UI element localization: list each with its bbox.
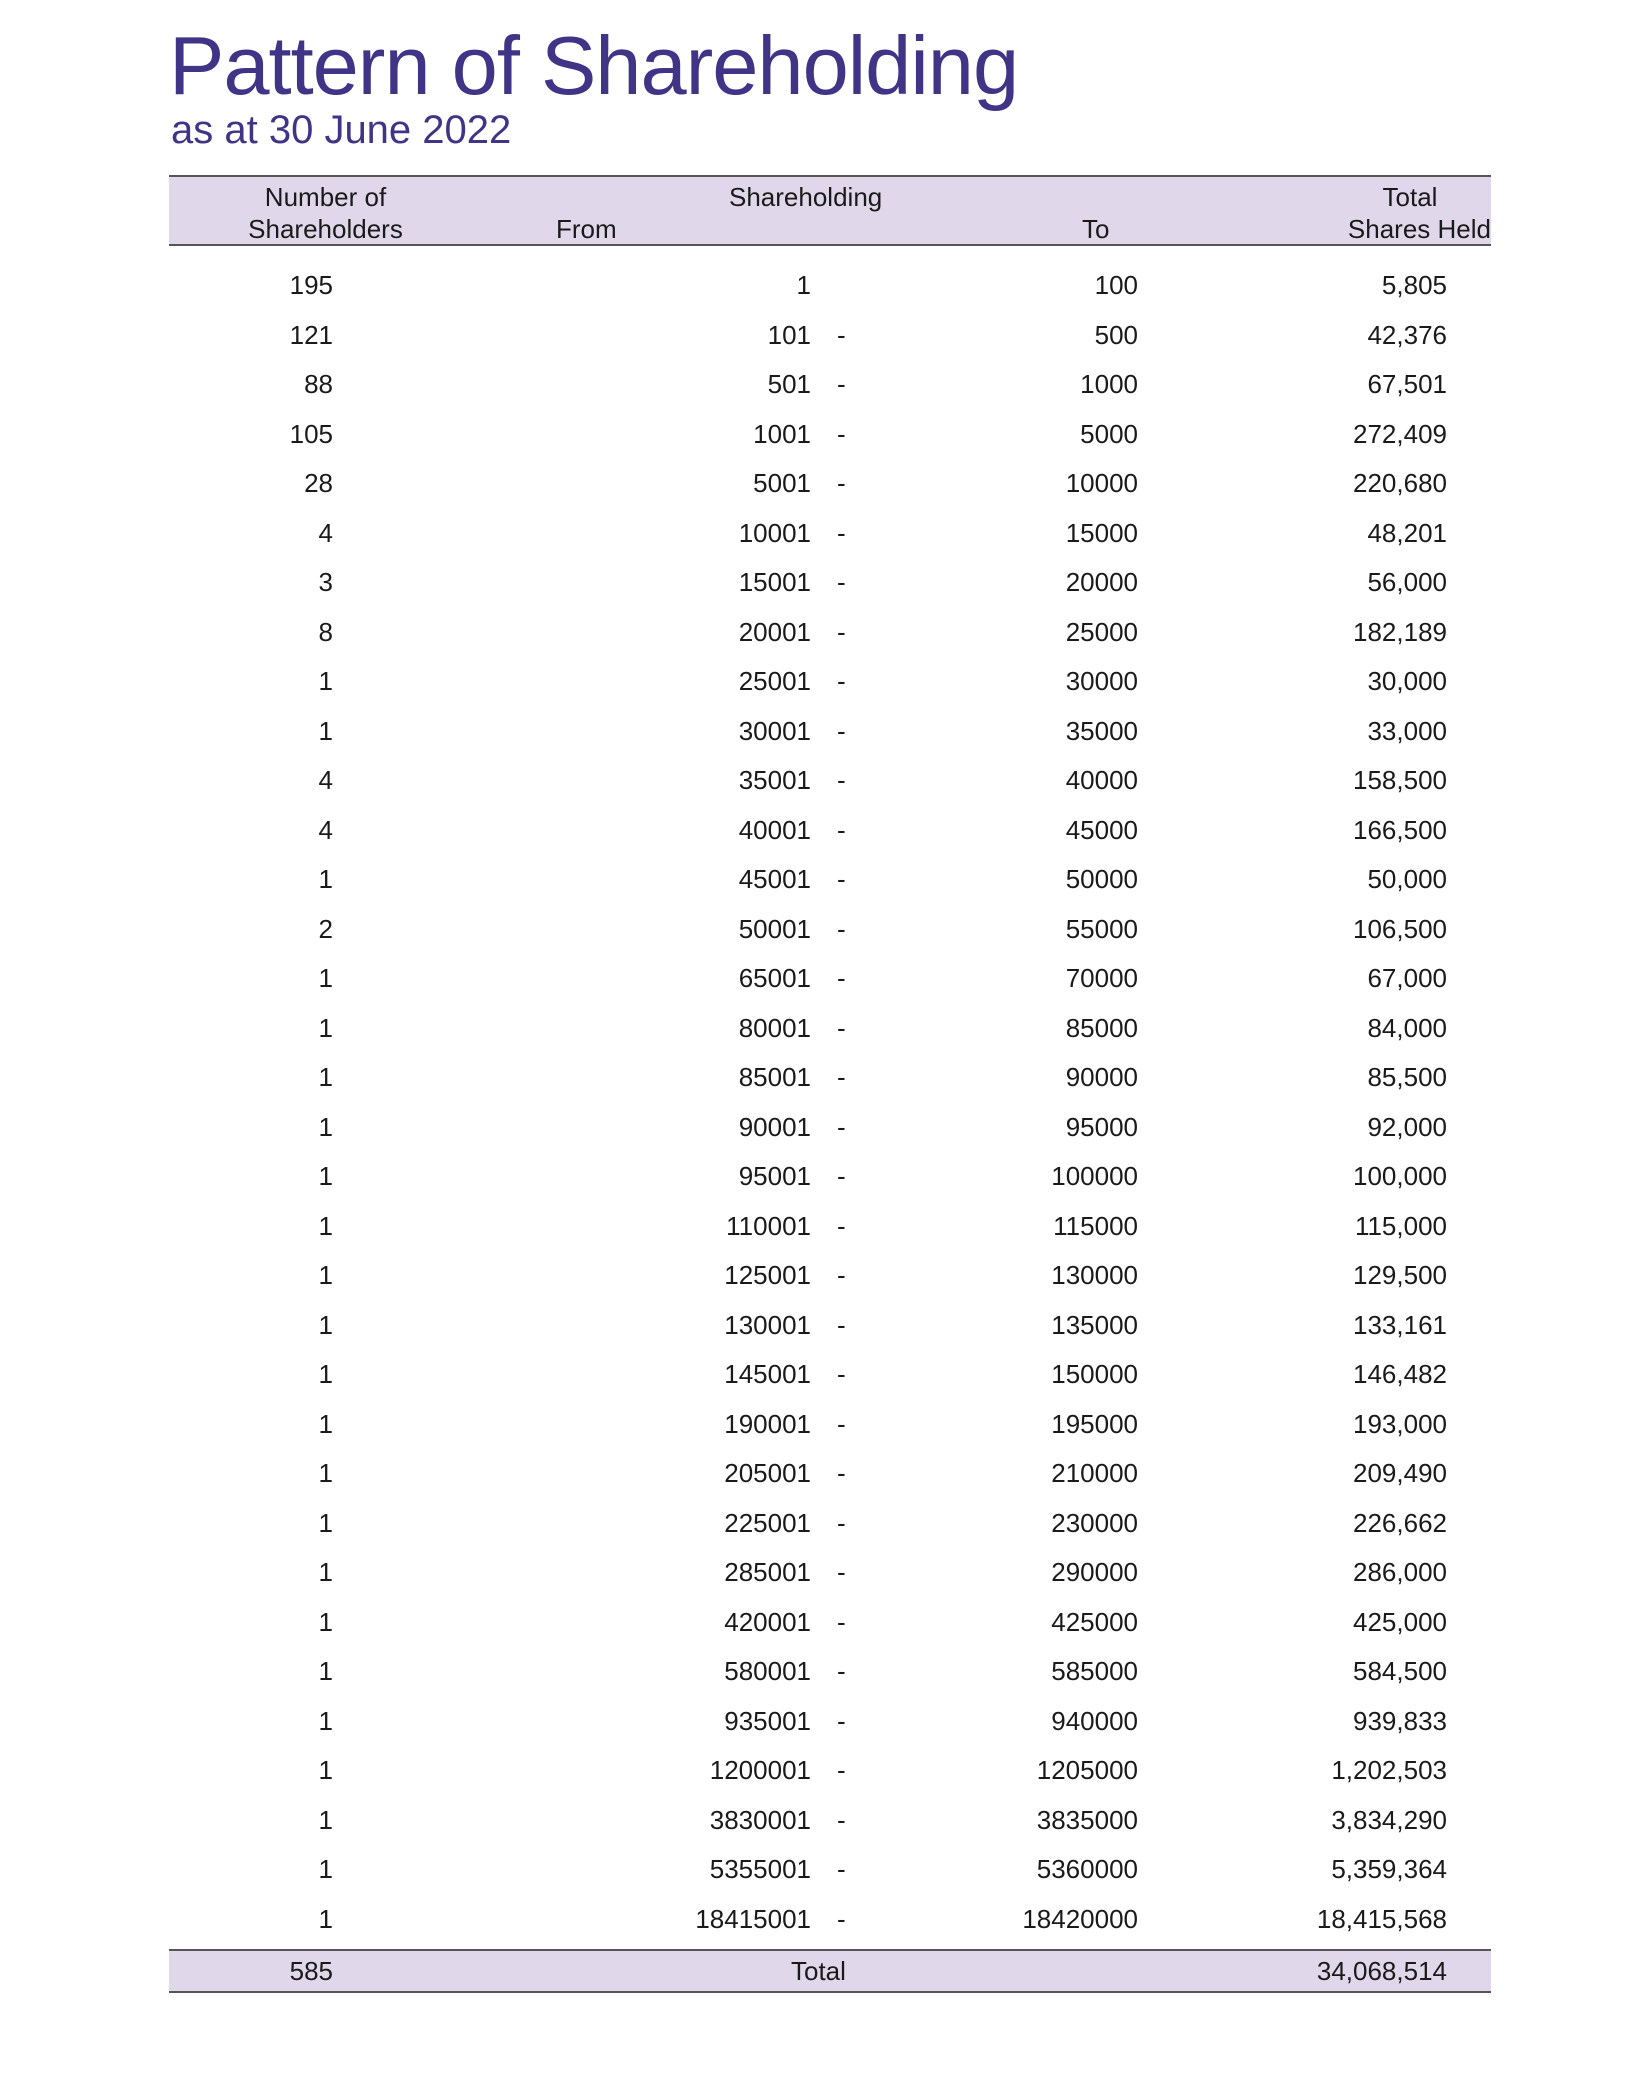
table-row [169, 906, 1491, 956]
cell-to: 50000 [1065, 864, 1138, 894]
cell-number: 8 [318, 616, 333, 647]
cell-from: 580001 [724, 1656, 811, 1686]
table-row [169, 708, 1491, 758]
cell-separator: - [837, 418, 846, 449]
cell-to: 940000 [1051, 1705, 1138, 1736]
cell-total: 67,501 [1367, 369, 1447, 399]
cell-separator: - [837, 1260, 846, 1290]
cell-total: 100,000 [1353, 1161, 1447, 1191]
cell-number: 28 [304, 468, 333, 498]
cell-from: 145001 [724, 1359, 811, 1389]
header-to: To [1082, 214, 1110, 244]
cell-total: 220,680 [1353, 468, 1447, 498]
header-number-line2: Shareholders [248, 214, 403, 244]
table-row [169, 559, 1491, 609]
cell-number: 1 [318, 715, 333, 746]
cell-to: 100 [1094, 270, 1138, 300]
header-total-line1: Total [1382, 182, 1438, 212]
cell-separator: - [837, 1804, 846, 1835]
cell-separator: - [837, 864, 846, 894]
cell-total: 48,201 [1367, 517, 1447, 548]
cell-from: 935001 [724, 1705, 811, 1736]
cell-total: 425,000 [1353, 1606, 1447, 1637]
cell-separator: - [837, 1359, 846, 1389]
cell-number: 1 [318, 1606, 333, 1637]
cell-from: 130001 [724, 1309, 811, 1340]
footer-label: Total [791, 1956, 846, 1986]
cell-separator: - [837, 1062, 846, 1092]
cell-total: 226,662 [1353, 1507, 1447, 1538]
cell-to: 210000 [1051, 1458, 1138, 1488]
table-row [169, 658, 1491, 708]
cell-total: 115,000 [1354, 1210, 1447, 1241]
table-row [169, 1203, 1491, 1253]
shareholding-table [169, 175, 1491, 1993]
cell-total: 50,000 [1367, 864, 1447, 894]
cell-total: 106,500 [1353, 913, 1447, 944]
cell-from: 40001 [738, 814, 811, 845]
cell-to: 500 [1094, 319, 1138, 350]
cell-number: 1 [318, 1854, 333, 1884]
cell-number: 1 [318, 1755, 333, 1785]
cell-from: 20001 [738, 616, 811, 647]
cell-separator: - [837, 1012, 846, 1043]
cell-number: 1 [318, 1458, 333, 1488]
cell-from: 125001 [724, 1260, 811, 1290]
cell-total: 30,000 [1367, 666, 1447, 696]
cell-separator: - [837, 1507, 846, 1538]
cell-to: 230000 [1051, 1507, 1138, 1538]
cell-separator: - [837, 1309, 846, 1340]
cell-number: 1 [318, 666, 333, 696]
cell-from: 35001 [738, 765, 811, 795]
cell-separator: - [837, 1458, 846, 1488]
cell-total: 286,000 [1353, 1557, 1447, 1587]
cell-total: 182,189 [1353, 616, 1447, 647]
cell-to: 585000 [1051, 1656, 1138, 1686]
table-body [169, 262, 1491, 1945]
table-row [169, 1599, 1491, 1649]
cell-total: 67,000 [1367, 963, 1447, 993]
cell-total: 3,834,290 [1331, 1804, 1447, 1835]
cell-to: 425000 [1051, 1606, 1138, 1637]
page-title: Pattern of Shareholding [169, 19, 1019, 112]
cell-number: 3 [318, 567, 333, 597]
cell-to: 1000 [1080, 369, 1138, 399]
cell-total: 42,376 [1367, 319, 1447, 350]
cell-from: 90001 [738, 1111, 811, 1142]
header-shareholding: Shareholding [729, 182, 883, 212]
table-row [169, 1005, 1491, 1055]
cell-to: 135000 [1051, 1309, 1138, 1340]
cell-total: 209,490 [1353, 1458, 1447, 1488]
header-total-line2: Shares Held [1347, 214, 1491, 244]
cell-to: 95000 [1065, 1111, 1138, 1142]
cell-number: 121 [289, 319, 333, 350]
cell-from: 30001 [738, 715, 811, 746]
cell-to: 290000 [1051, 1557, 1138, 1587]
table-row [169, 757, 1491, 807]
table-row [169, 1747, 1491, 1797]
cell-number: 1 [318, 1062, 333, 1092]
cell-number: 1 [318, 1557, 333, 1587]
cell-number: 1 [318, 1210, 333, 1241]
cell-total: 56,000 [1367, 567, 1447, 597]
cell-separator: - [837, 715, 846, 746]
header-from: From [556, 214, 617, 244]
cell-to: 15000 [1065, 517, 1138, 548]
cell-to: 45000 [1065, 814, 1138, 845]
table-row [169, 312, 1491, 362]
cell-total: 584,500 [1353, 1656, 1447, 1686]
cell-number: 1 [318, 1804, 333, 1835]
cell-separator: - [837, 1903, 846, 1934]
cell-to: 1205000 [1036, 1755, 1138, 1785]
table-row [169, 262, 1491, 312]
cell-total: 1,202,503 [1331, 1755, 1447, 1785]
cell-total: 158,500 [1353, 765, 1447, 795]
cell-to: 195000 [1051, 1408, 1138, 1439]
cell-to: 130000 [1051, 1260, 1138, 1290]
cell-total: 5,805 [1381, 270, 1447, 300]
cell-number: 1 [318, 864, 333, 894]
footer-number: 585 [289, 1956, 333, 1986]
cell-total: 5,359,364 [1331, 1854, 1447, 1884]
cell-separator: - [837, 517, 846, 548]
cell-from: 110001 [726, 1210, 811, 1241]
cell-to: 18420000 [1022, 1903, 1138, 1934]
cell-from: 80001 [738, 1012, 811, 1043]
cell-total: 939,833 [1353, 1705, 1447, 1736]
cell-number: 1 [318, 1161, 333, 1191]
cell-number: 1 [318, 1705, 333, 1736]
table-row [169, 955, 1491, 1005]
table-row [169, 807, 1491, 857]
cell-separator: - [837, 1210, 846, 1241]
table-row [169, 1054, 1491, 1104]
cell-number: 88 [304, 369, 333, 399]
cell-separator: - [837, 1408, 846, 1439]
cell-number: 1 [318, 1408, 333, 1439]
cell-separator: - [837, 1606, 846, 1637]
cell-number: 1 [318, 1359, 333, 1389]
table-row [169, 1302, 1491, 1352]
cell-separator: - [837, 468, 846, 498]
cell-to: 100000 [1051, 1161, 1138, 1191]
table-row [169, 1252, 1491, 1302]
cell-from: 10001 [738, 517, 811, 548]
cell-number: 1 [318, 1507, 333, 1538]
table-row [169, 856, 1491, 906]
table-row [169, 1500, 1491, 1550]
cell-to: 25000 [1065, 616, 1138, 647]
cell-number: 105 [289, 418, 333, 449]
cell-to: 3835000 [1036, 1804, 1138, 1835]
cell-to: 5000 [1080, 418, 1138, 449]
cell-separator: - [837, 913, 846, 944]
cell-from: 205001 [724, 1458, 811, 1488]
cell-total: 84,000 [1367, 1012, 1447, 1043]
cell-total: 166,500 [1353, 814, 1447, 845]
cell-separator: - [837, 963, 846, 993]
cell-separator: - [837, 1656, 846, 1686]
cell-to: 115000 [1053, 1210, 1138, 1241]
table-header [169, 175, 1491, 246]
table-row [169, 510, 1491, 560]
cell-separator: - [837, 1705, 846, 1736]
cell-separator: - [837, 814, 846, 845]
cell-separator: - [837, 319, 846, 350]
cell-number: 1 [318, 1903, 333, 1934]
cell-from: 18415001 [695, 1903, 811, 1934]
cell-to: 85000 [1065, 1012, 1138, 1043]
cell-to: 5360000 [1036, 1854, 1138, 1884]
table-row [169, 1401, 1491, 1451]
cell-from: 1 [796, 270, 811, 300]
cell-from: 420001 [724, 1606, 811, 1637]
cell-number: 4 [318, 517, 333, 548]
table-row [169, 1846, 1491, 1896]
cell-to: 40000 [1065, 765, 1138, 795]
page-subtitle: as at 30 June 2022 [171, 108, 512, 152]
table-row [169, 361, 1491, 411]
cell-number: 1 [318, 1656, 333, 1686]
table-row [169, 411, 1491, 461]
table-row [169, 1104, 1491, 1154]
header-number-line1: Number of [264, 182, 387, 212]
cell-total: 133,161 [1353, 1309, 1447, 1340]
table-row [169, 1896, 1491, 1946]
table-row [169, 1797, 1491, 1847]
cell-from: 1200001 [709, 1755, 811, 1785]
footer-total: 34,068,514 [1316, 1956, 1447, 1986]
cell-total: 85,500 [1367, 1062, 1447, 1092]
cell-number: 1 [318, 1260, 333, 1290]
table-row [169, 1351, 1491, 1401]
cell-to: 70000 [1065, 963, 1138, 993]
cell-separator: - [837, 1161, 846, 1191]
cell-separator: - [837, 1854, 846, 1884]
table-row [169, 1549, 1491, 1599]
cell-number: 2 [318, 913, 333, 944]
table-row [169, 1698, 1491, 1748]
cell-from: 190001 [724, 1408, 811, 1439]
cell-number: 4 [318, 765, 333, 795]
cell-from: 45001 [738, 864, 811, 894]
cell-from: 101 [767, 319, 811, 350]
cell-separator: - [837, 1111, 846, 1142]
cell-to: 150000 [1051, 1359, 1138, 1389]
table-row [169, 1153, 1491, 1203]
cell-to: 10000 [1065, 468, 1138, 498]
cell-separator: - [837, 765, 846, 795]
cell-separator: - [837, 567, 846, 597]
cell-separator: - [837, 616, 846, 647]
cell-separator: - [837, 666, 846, 696]
cell-from: 95001 [738, 1161, 811, 1191]
cell-number: 1 [318, 1309, 333, 1340]
cell-separator: - [837, 1557, 846, 1587]
cell-number: 1 [318, 1111, 333, 1142]
cell-from: 501 [767, 369, 811, 399]
cell-total: 92,000 [1367, 1111, 1447, 1142]
cell-number: 4 [318, 814, 333, 845]
cell-total: 146,482 [1353, 1359, 1447, 1389]
cell-total: 129,500 [1353, 1260, 1447, 1290]
cell-total: 272,409 [1353, 418, 1447, 449]
cell-from: 285001 [724, 1557, 811, 1587]
cell-total: 18,415,568 [1316, 1903, 1447, 1934]
cell-from: 50001 [738, 913, 811, 944]
cell-from: 1001 [753, 418, 811, 449]
cell-from: 25001 [738, 666, 811, 696]
cell-to: 55000 [1065, 913, 1138, 944]
cell-to: 20000 [1065, 567, 1138, 597]
cell-from: 85001 [738, 1062, 811, 1092]
cell-from: 5001 [753, 468, 811, 498]
cell-from: 15001 [738, 567, 811, 597]
cell-to: 90000 [1065, 1062, 1138, 1092]
table-row [169, 1450, 1491, 1500]
cell-separator: - [837, 369, 846, 399]
table-row [169, 460, 1491, 510]
table-row [169, 609, 1491, 659]
cell-total: 33,000 [1367, 715, 1447, 746]
cell-number: 1 [318, 1012, 333, 1043]
cell-to: 35000 [1065, 715, 1138, 746]
cell-separator: - [837, 1755, 846, 1785]
table-row [169, 1648, 1491, 1698]
cell-from: 5355001 [709, 1854, 811, 1884]
cell-number: 1 [318, 963, 333, 993]
table-footer [169, 1949, 1491, 1993]
cell-from: 3830001 [709, 1804, 811, 1835]
cell-total: 193,000 [1353, 1408, 1447, 1439]
cell-number: 195 [289, 270, 333, 300]
cell-to: 30000 [1065, 666, 1138, 696]
cell-from: 65001 [738, 963, 811, 993]
cell-from: 225001 [724, 1507, 811, 1538]
